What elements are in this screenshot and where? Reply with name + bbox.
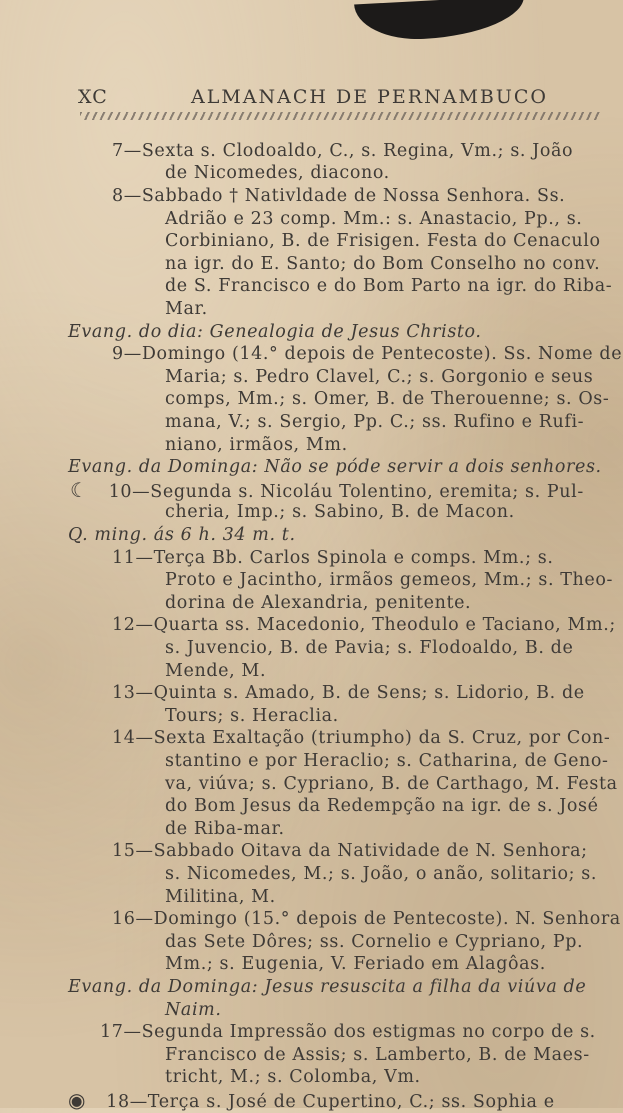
entry-line: Adrião e 23 comp. Mm.: s. Anastacio, Pp., s. [165,209,583,229]
entry-line: de S. Francisco e do Bom Parto na igr. do Riba- [165,276,613,296]
evangelium-line: Evang. da Dominga: Não se póde servir a dois senhores. [68,457,602,477]
entry-line: 16—Domingo (15.° depois de Pentecoste). N. Senhora [112,909,621,929]
entry-line: s. Nicomedes, M.; s. João, o anão, solitario; s. [165,864,598,884]
entry-line: cheria, Imp.; s. Sabino, B. de Macon. [165,502,515,522]
evangelium-line: Evang. do dia: Genealogia de Jesus Christo. [68,322,482,342]
entry-text: 18—Terça s. José de Cupertino, C.; ss. Sophia e [106,1092,555,1112]
entry-line: 14—Sexta Exaltação (triumpho) da S. Cruz, por Con- [112,728,611,748]
entry-line: va, viúva; s. Cypriano, B. de Carthago, M. Festa [165,774,618,794]
running-title: ALMANACH DE PERNAMBUCO [191,86,548,108]
entry-line: 7—Sexta s. Clodoaldo, C., s. Regina, Vm.; s. João [112,141,574,161]
entry-line: Mende, M. [165,661,267,681]
entry-line: 11—Terça Bb. Carlos Spinola e comps. Mm.; s. [112,548,554,568]
entry-line [68,1089,555,1113]
entry-line: tricht, M.; s. Colomba, Vm. [165,1067,421,1087]
entry-line: 8—Sabbado † Nativldade de Nossa Senhora. Ss. [112,186,566,206]
entry-line: Mar. [165,299,208,319]
entry-line: niano, irmãos, Mm. [165,435,348,455]
entry-line: Proto e Jacintho, irmãos gemeos, Mm.; s. Theo- [165,570,614,590]
decorative-rule [80,112,600,120]
entry-line: stantino e por Heraclio; s. Catharina, de Geno- [165,751,609,771]
entry-line: 17—Segunda Impressão dos estigmas no corpo de s. [100,1022,596,1042]
entry-line [70,479,584,503]
entry-line: 13—Quinta s. Amado, B. de Sens; s. Lidorio, B. de [112,683,585,703]
moon-phase-icon: ☾ [70,478,89,502]
entry-line: s. Juvencio, B. de Pavia; s. Flodoaldo, B. de [165,638,574,658]
evangelium-line: Evang. da Dominga: Jesus resuscita a filha da viúva de [68,977,587,997]
page-number: XC [78,86,108,108]
entry-line: comps, Mm.; s. Omer, B. de Therouenne; s. Os- [165,389,610,409]
entry-line: do Bom Jesus da Redempção na igr. de s. José [165,796,599,816]
ink-stain [354,0,526,42]
entry-text: 10—Segunda s. Nicoláu Tolentino, eremita; s. Pul- [108,482,584,502]
full-moon-icon: ◉ [68,1088,87,1112]
entry-line: Francisco de Assis; s. Lamberto, B. de Maes- [165,1045,590,1065]
entry-line: das Sete Dôres; ss. Cornelio e Cypriano, Pp. [165,932,584,952]
entry-line: 15—Sabbado Oitava da Natividade de N. Senhora; [112,841,588,861]
entry-line: Militina, M. [165,887,276,907]
entry-line: 9—Domingo (14.° depois de Pentecoste). Ss. Nome de [112,344,623,364]
entry-line: dorina de Alexandria, penitente. [165,593,472,613]
entry-line: na igr. do E. Santo; do Bom Conselho no conv. [165,254,601,274]
entry-line: Maria; s. Pedro Clavel, C.; s. Gorgonio e seus [165,367,594,387]
entry-line: de Riba-mar. [165,819,285,839]
moon-phase-note: Q. ming. ás 6 h. 34 m. t. [68,525,296,545]
entry-line: mana, V.; s. Sergio, Pp. C.; ss. Rufino e Rufi- [165,412,585,432]
evangelium-line: Naim. [165,1000,222,1020]
entry-line: Corbiniano, B. de Frisigen. Festa do Cenaculo [165,231,601,251]
entry-line: Mm.; s. Eugenia, V. Feriado em Alagôas. [165,954,546,974]
entry-line: Tours; s. Heraclia. [165,706,339,726]
entry-line: de Nicomedes, diacono. [165,163,390,183]
entry-line: 12—Quarta ss. Macedonio, Theodulo e Taciano, Mm.; [112,615,616,635]
